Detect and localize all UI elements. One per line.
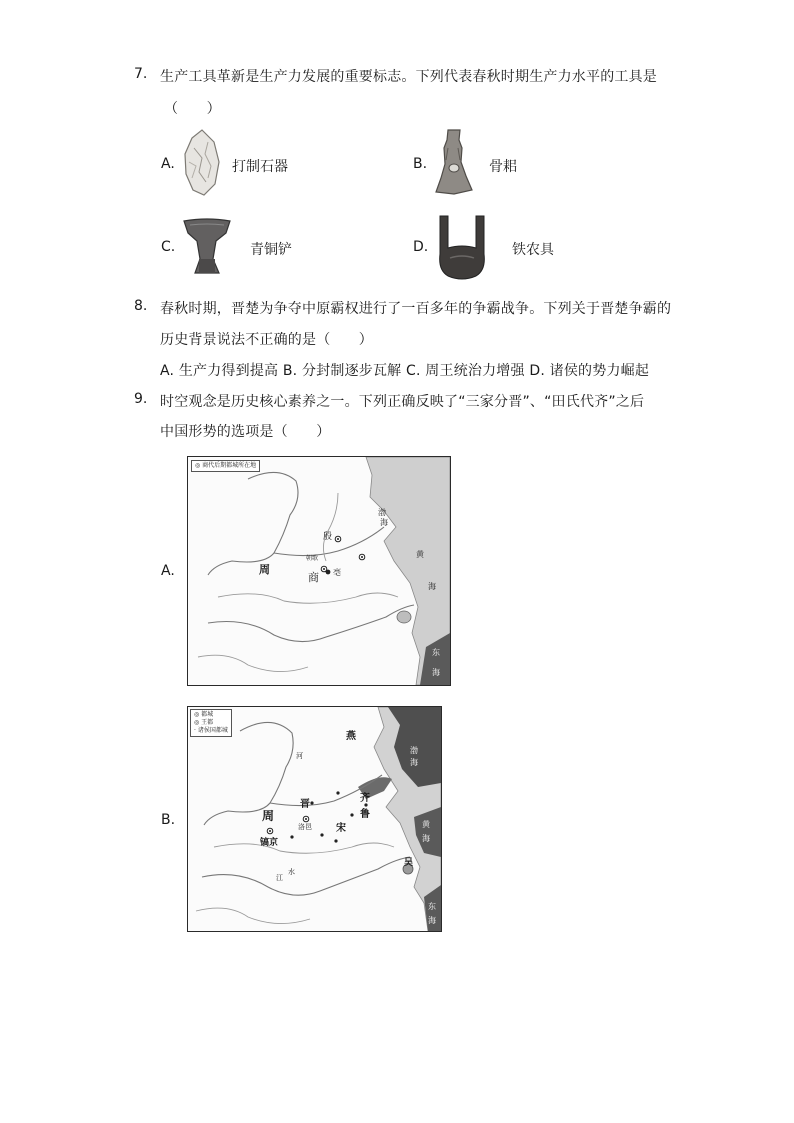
map-a-label-yin: 殷 (323, 532, 333, 542)
map-b-label-jin: 晋 (300, 799, 310, 810)
chipped-stone-tool-icon (180, 128, 222, 198)
q8-number: 8. (134, 298, 148, 314)
q9-stem-line1: 时空观念是历史核心素养之一。下列正确反映了“三家分晋”、“田氏代齐”之后 (160, 394, 645, 410)
map-b-legend-item-3: · 诸侯国都城 (194, 727, 228, 734)
map-b-label-bo-sea: 渤 (410, 746, 418, 755)
map-a-label-bo: 亳 (333, 568, 341, 577)
map-b-label-lu: 鲁 (360, 809, 370, 820)
bronze-shovel-icon (180, 215, 234, 279)
q7-option-d-label: 铁农具 (512, 242, 554, 258)
map-a-label-dong: 东 (432, 648, 440, 657)
map-b-label-jiang: 江 (276, 874, 283, 882)
q7-option-c-letter: C. (161, 239, 176, 255)
map-a-label-zhou: 周 (259, 563, 270, 576)
map-a-label-hai1: 海 (380, 518, 388, 527)
q7-option-c-label: 青铜铲 (250, 242, 292, 258)
q8-options: A. 生产力得到提高 B. 分封制逐步瓦解 C. 周王统治力增强 D. 诸侯的势力崛起 (160, 363, 650, 379)
map-a-label-huang: 黄 (416, 550, 424, 559)
map-b-legend-item-2: ◎ 王都 (194, 719, 214, 726)
q7-option-d-letter: D. (413, 239, 429, 255)
q9-stem-line2: 中国形势的选项是（ ） (160, 424, 331, 440)
map-b-label-hai3: 海 (428, 916, 436, 925)
map-a-label-hai2: 海 (428, 582, 436, 591)
map-a-label-hai3: 海 (432, 668, 440, 677)
map-b-label-haojing: 镐京 (260, 838, 279, 848)
q7-stem-line2: （ ） (164, 101, 221, 117)
map-b-label-dong: 东 (428, 902, 436, 911)
q7-option-a-letter: A. (161, 156, 175, 172)
q7-option-b-letter: B. (413, 156, 428, 172)
map-b (187, 706, 442, 932)
q8-stem-line1: 春秋时期，晋楚为争夺中原霸权进行了一百多年的争霸战争。下列关于晋楚争霸的 (160, 301, 672, 317)
map-b-label-song: 宋 (336, 823, 346, 834)
map-a-label-zhaoge: 朝歌 (306, 555, 319, 562)
map-b-legend (190, 709, 232, 737)
iron-plough-icon (434, 214, 490, 282)
q7-option-b-label: 骨耜 (489, 159, 517, 175)
map-a-label-shang: 商 (308, 571, 319, 584)
map-b-label-shui: 水 (288, 868, 295, 876)
q8-stem-line2: 历史背景说法不正确的是（ ） (160, 332, 373, 348)
map-b-label-he: 河 (296, 752, 303, 760)
q9-number: 9. (134, 391, 148, 407)
map-b-label-huang: 黄 (422, 820, 430, 829)
map-b-legend-item-1: ◎ 都城 (194, 711, 214, 718)
q7-number: 7. (134, 66, 148, 82)
map-b-label-zhou: 周 (262, 809, 275, 823)
map-b-label-hai2: 海 (422, 834, 430, 843)
map-a (187, 456, 451, 686)
q7-stem-line1: 生产工具革新是生产力发展的重要标志。下列代表春秋时期生产力水平的工具是 (160, 69, 657, 85)
bone-spade-icon (432, 128, 476, 196)
q9-option-a-letter: A. (161, 563, 175, 579)
q7-option-a-label: 打制石器 (232, 159, 288, 175)
map-b-label-yan: 燕 (346, 731, 356, 742)
map-a-label-bo-sea: 渤 (378, 508, 386, 517)
map-b-label-wu: 吴 (404, 858, 414, 868)
map-b-label-hai1: 海 (410, 758, 418, 767)
map-b-label-qi: 齐 (360, 793, 370, 804)
map-b-label-luoyi: 洛邑 (298, 823, 312, 831)
q9-option-b-letter: B. (161, 812, 176, 828)
map-a-legend: ◎ 商代后期都城所在地 (191, 460, 260, 472)
